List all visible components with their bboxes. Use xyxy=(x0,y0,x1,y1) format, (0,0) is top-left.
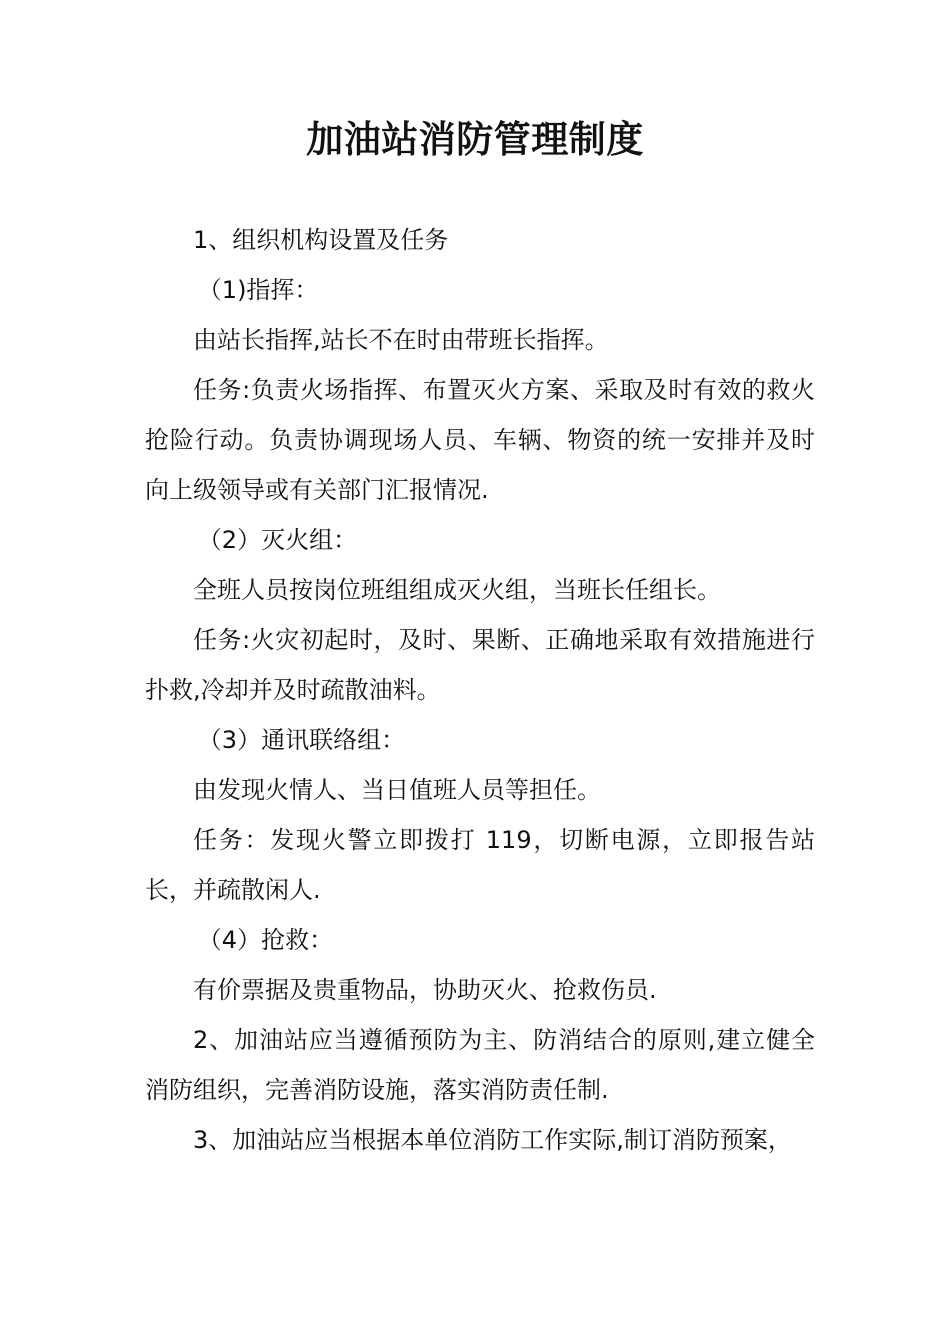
paragraph: 有价票据及贵重物品，协助灭火、抢救伤员. xyxy=(193,976,657,1004)
page-title: 加油站消防管理制度 xyxy=(306,118,644,161)
section-paragraph: 3、加油站应当根据本单位消防工作实际,制订消防预案， xyxy=(193,1126,792,1154)
subsection-heading: （4）抢救： xyxy=(197,926,334,954)
document-body xyxy=(145,215,815,1165)
subsection-heading: （3）通讯联络组： xyxy=(197,726,406,754)
paragraph: 由站长指挥,站长不在时由带班长指挥。 xyxy=(193,326,609,354)
subsection-heading: （2）灭火组： xyxy=(197,526,358,554)
paragraph: 由发现火情人、当日值班人员等担任。 xyxy=(193,776,601,804)
section-paragraph: 2、加油站应当遵循预防为主、防消结合的原则,建立健全消防组织，完善消防设施，落实消防责任制. xyxy=(145,1026,815,1104)
subsection-heading: （1)指挥： xyxy=(197,276,319,304)
paragraph: 任务:火灾初起时，及时、果断、正确地采取有效措施进行扑救,冷却并及时疏散油料。 xyxy=(145,626,815,704)
section-heading: 1、组织机构设置及任务 xyxy=(193,226,449,254)
paragraph: 全班人员按岗位班组组成灭火组，当班长任组长。 xyxy=(193,576,721,604)
paragraph: 任务：发现火警立即拨打 119，切断电源，立即报告站长，并疏散闲人. xyxy=(145,826,815,904)
paragraph: 任务:负责火场指挥、布置灭火方案、采取及时有效的救火抢险行动。负责协调现场人员、车辆、物资的统一安排并及时向上级领导或有关部门汇报情况. xyxy=(145,376,815,504)
